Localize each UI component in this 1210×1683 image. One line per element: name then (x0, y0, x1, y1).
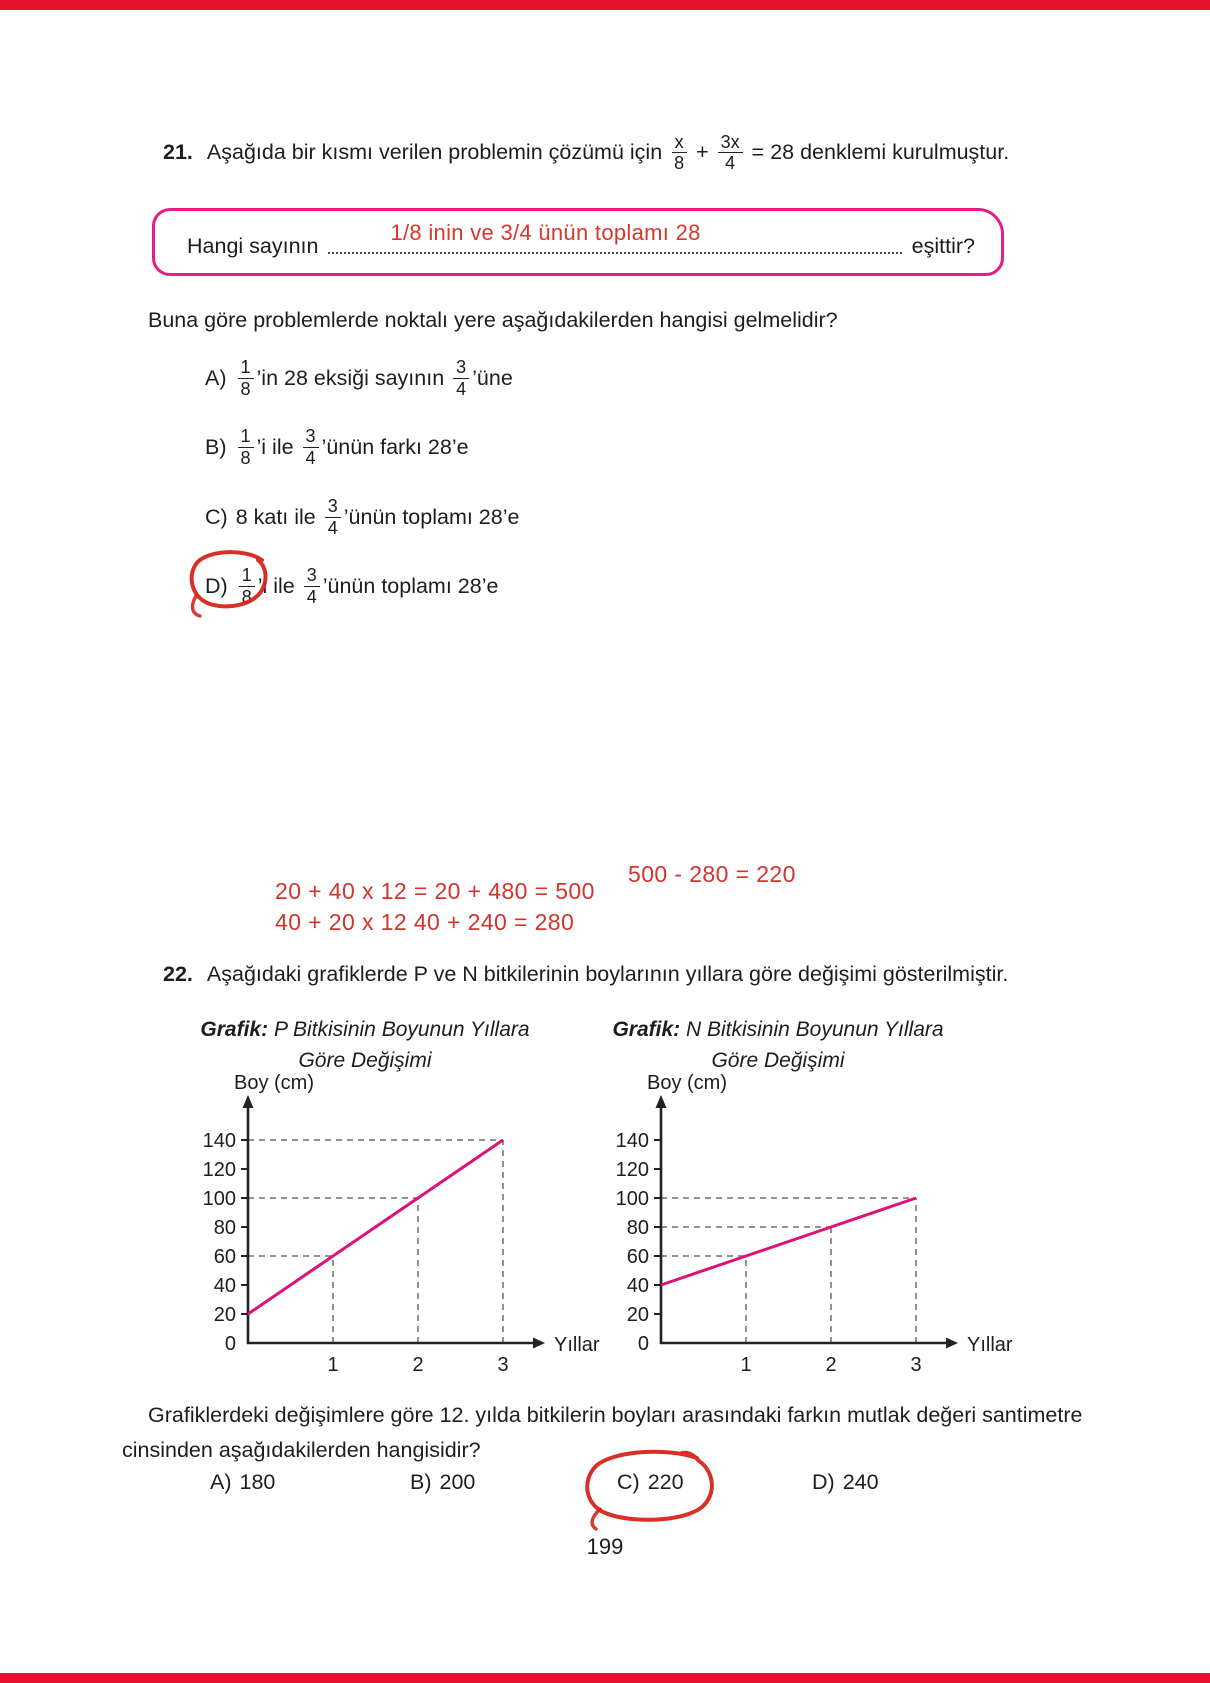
page-number: 199 (586, 1534, 624, 1559)
svg-text:1: 1 (740, 1354, 752, 1376)
fraction: $\frac{3}{4}$ (303, 426, 319, 467)
q21-option-b (205, 419, 469, 475)
svg-text:40: 40 (213, 1275, 236, 1297)
q21-option-d (205, 558, 498, 614)
fraction: $\frac{1}{8}$ (239, 565, 255, 606)
fraction: $\frac{3}{4}$ (325, 496, 341, 537)
option-value: 220 (647, 1470, 684, 1494)
fraction: $\frac{3x}{4}$ (718, 132, 743, 173)
chart-p-title-line2: Göre Değişimi (298, 1049, 432, 1072)
option-text: $\frac{1}{8}$ ’i ile $\frac{3}{4}$ ’ünün farkı 28’e (235, 426, 469, 467)
option-label: B) (205, 434, 227, 459)
q21-intro-text: Aşağıda bir kısmı verilen problemin çözümü için $\frac{x}{8}$ + $\frac{3x}{4}$ = 28 denklemi kurulmuştur. (206, 132, 1010, 174)
svg-text:140: 140 (615, 1130, 649, 1152)
option-label: D) (812, 1470, 835, 1494)
q22-stem-row (163, 962, 1008, 987)
q22-question: Grafiklerdeki değişimlere göre 12. yılda bitkilerin boyları arasındaki farkın mutlak değeri santimetre cinsinden aşağıdakilerden hangisidir? (122, 1403, 1083, 1462)
chart-p-title-prefix: Grafik: (200, 1018, 269, 1041)
top-red-bar (0, 0, 1210, 10)
fraction: $\frac{3}{4}$ (304, 565, 320, 606)
fraction: $\frac{x}{8}$ (671, 132, 687, 173)
svg-text:80: 80 (213, 1217, 236, 1239)
option-value: 240 (842, 1470, 879, 1494)
q22-number: 22. (163, 962, 193, 986)
svg-text:3: 3 (910, 1354, 922, 1376)
fraction: $\frac{3}{4}$ (453, 357, 469, 398)
svg-text:Yıllar: Yıllar (967, 1334, 1013, 1356)
option-text: $\frac{1}{8}$ ’in 28 eksiği sayının $\frac{3}{4}$ ’üne (235, 357, 513, 398)
svg-text:Boy (cm): Boy (cm) (234, 1072, 314, 1094)
svg-text:Boy (cm): Boy (cm) (647, 1072, 727, 1094)
svg-text:100: 100 (202, 1188, 236, 1210)
blank-suffix: eşittir? (911, 234, 975, 258)
q21-number: 21. (163, 140, 193, 165)
svg-text:0: 0 (637, 1333, 649, 1355)
option-label: B) (410, 1470, 432, 1494)
option-label: C) (205, 504, 228, 529)
chart-n-title-prefix: Grafik: (612, 1018, 681, 1041)
svg-text:0: 0 (224, 1333, 236, 1355)
option-text: $\frac{1}{8}$ ’i ile $\frac{3}{4}$ ’ünün toplamı 28’e (236, 565, 499, 606)
chart-p-title-line1: P Bitkisinin Boyunun Yıllara (273, 1018, 530, 1041)
handwritten-answer: 1/8 inin ve 3/4 ünün toplamı 28 (390, 220, 701, 245)
fraction: $\frac{1}{8}$ (238, 357, 254, 398)
svg-text:2: 2 (412, 1354, 424, 1376)
option-label: D) (205, 573, 228, 598)
chart-n-title-line2: Göre Değişimi (711, 1049, 845, 1072)
q22-option-d (812, 1470, 879, 1495)
fraction: $\frac{1}{8}$ (238, 426, 254, 467)
svg-text:3: 3 (497, 1354, 509, 1376)
svg-text:60: 60 (213, 1246, 236, 1268)
option-value: 180 (239, 1470, 276, 1494)
q22-option-c (617, 1470, 684, 1495)
bottom-red-bar (0, 1673, 1210, 1683)
option-label: A) (210, 1470, 232, 1494)
q22-option-b (410, 1470, 475, 1495)
handwritten-calc-2: 40 + 20 x 12 40 + 240 = 280 (275, 909, 575, 935)
svg-text:80: 80 (626, 1217, 649, 1239)
q22-answer-circle-c-tail (592, 1509, 600, 1529)
p-plant-line-chart (150, 1072, 620, 1376)
svg-text:60: 60 (626, 1246, 649, 1268)
chart-p-title (150, 1014, 580, 1076)
n-plant-line-chart (563, 1072, 1033, 1376)
chart-n-title (563, 1014, 993, 1076)
svg-text:120: 120 (615, 1159, 649, 1181)
handwritten-calc-3: 500 - 280 = 220 (628, 861, 796, 887)
q21-question: Buna göre problemlerde noktalı yere aşağıdakilerden hangisi gelmelidir? (148, 308, 838, 332)
q21-answer-circle-d-tail (193, 596, 200, 616)
q21-intro (163, 132, 1009, 173)
option-label: A) (205, 365, 227, 390)
svg-text:Yıllar: Yıllar (554, 1334, 600, 1356)
q21-option-c (205, 489, 519, 545)
svg-text:20: 20 (213, 1304, 236, 1326)
svg-text:1: 1 (327, 1354, 339, 1376)
svg-text:140: 140 (202, 1130, 236, 1152)
svg-text:40: 40 (626, 1275, 649, 1297)
option-label: C) (617, 1470, 640, 1494)
blank-prefix: Hangi sayının (187, 234, 319, 258)
svg-text:20: 20 (626, 1304, 649, 1326)
q21-fill-blank-box (152, 208, 1004, 276)
svg-text:100: 100 (615, 1188, 649, 1210)
option-text: 8 katı ile $\frac{3}{4}$ ’ünün toplamı 28’e (235, 496, 520, 538)
q21-option-a (205, 350, 513, 406)
chart-n-title-line1: N Bitkisinin Boyunun Yıllara (685, 1018, 944, 1041)
svg-text:2: 2 (825, 1354, 837, 1376)
svg-text:120: 120 (202, 1159, 236, 1181)
handwritten-calc-1: 20 + 40 x 12 = 20 + 480 = 500 (275, 878, 595, 904)
option-value: 200 (439, 1470, 476, 1494)
q22-option-a (210, 1470, 275, 1495)
q22-stem: Aşağıdaki grafiklerde P ve N bitkilerinin boylarının yıllara göre değişimi gösterilmiştir. (206, 962, 1009, 986)
dotted-blank-line (328, 218, 901, 254)
